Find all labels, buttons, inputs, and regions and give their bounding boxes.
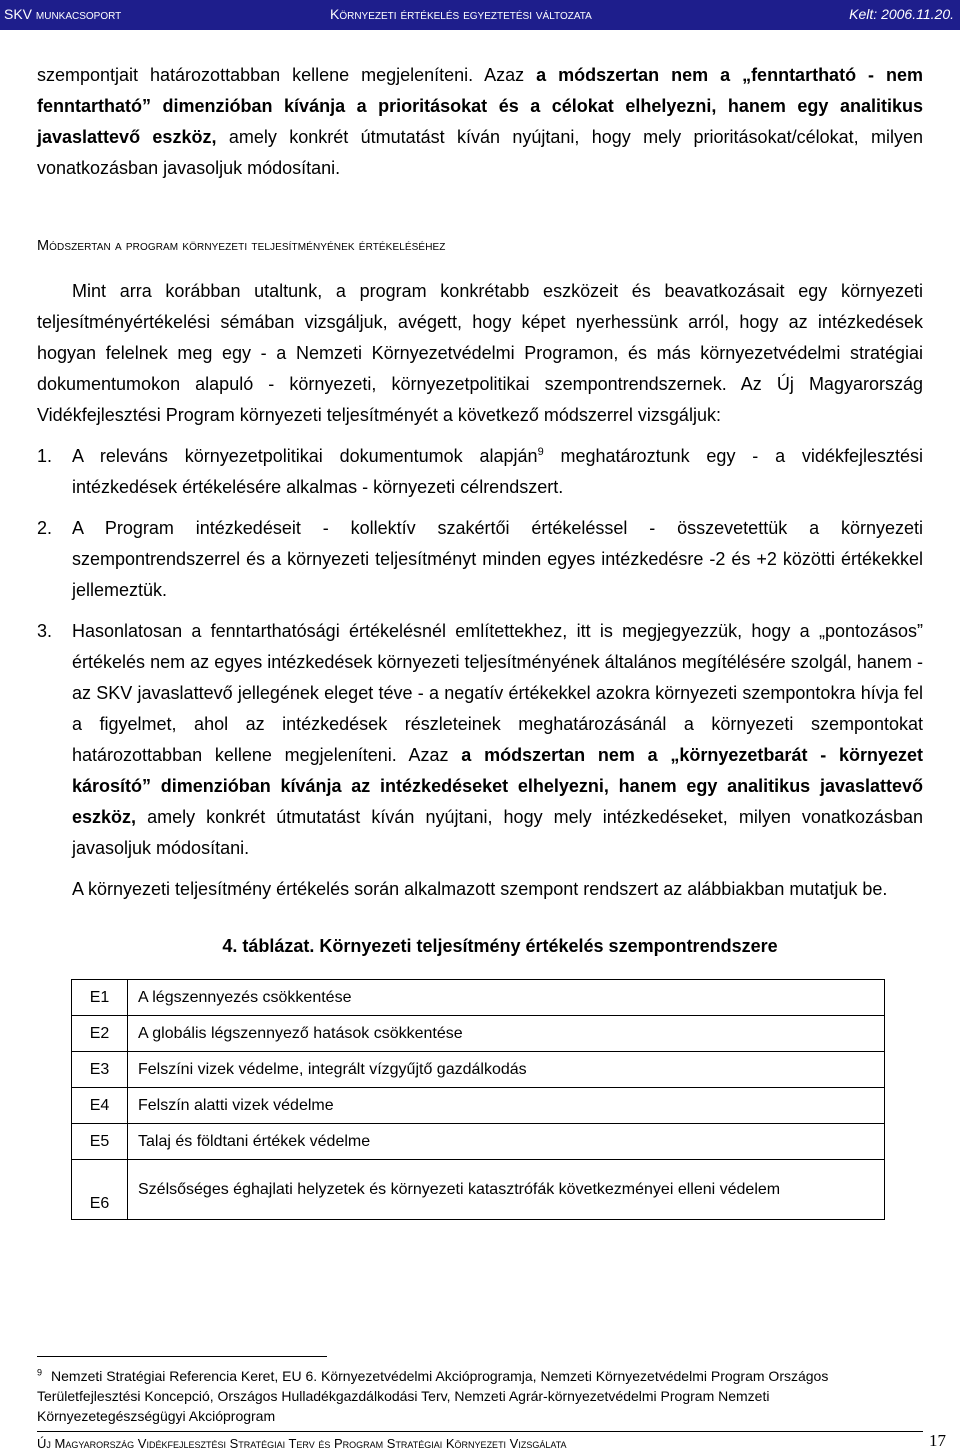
- footnote-mark: 9: [37, 1367, 43, 1378]
- header-date: Kelt: 2006.11.20.: [849, 6, 954, 22]
- list-item: [37, 513, 923, 606]
- list-text: Hasonlatosan a fenntarthatósági értékelésnél említettekhez, itt is megjegyezzük, hogy a „pontozásos” értékelés nem az egyes intézkedések környezeti teljesítményének általános megítélésére szolgál, hanem - az SKV javaslattevő jellegének eleget téve - a negatív értékekkel azokra környezeti szempontokra hívja fel a figyelmet, ahol az intézkedések részleteinek meghatározásánál a környezeti szempontokat határozottabban kellene megjeleníteni. Azaz: [72, 621, 923, 765]
- section-title: Módszertan a program környezeti teljesítményének értékeléséhez: [37, 238, 446, 254]
- row-code: E6: [72, 1160, 128, 1220]
- footnote-text: Nemzeti Stratégiai Referencia Keret, EU 6. Környezetvédelmi Akcióprogramja, Nemzeti Környezetvédelmi Program Országos Területfejlesztési Koncepció, Országos Hulladékgazdálkodási Terv, Nemzeti Agrár-környezetvédelmi Program Nemzeti Környezetegészségügyi Akcióprogram: [37, 1368, 829, 1424]
- row-code: E5: [72, 1124, 128, 1160]
- table-row: [72, 1124, 885, 1160]
- footnote-divider: [37, 1356, 327, 1357]
- header-left: SKV munkacsoport: [4, 6, 122, 22]
- row-description: Szélsőséges éghajlati helyzetek és környezeti katasztrófák következményei elleni védelem: [128, 1160, 885, 1220]
- table-row: [72, 980, 885, 1016]
- table-row: [72, 1016, 885, 1052]
- list-bold-text: a módszertan nem a „környezetbarát - környezet károsító” dimenzióban kívánja az intézkedéseket elhelyezni, hanem egy analitikus javaslattevő eszköz,: [72, 745, 923, 827]
- table-caption: 4. táblázat. Környezeti teljesítmény értékelés szempontrendszere: [222, 936, 778, 956]
- row-code: E3: [72, 1052, 128, 1088]
- row-description: Talaj és földtani értékek védelme: [128, 1124, 885, 1160]
- table-row: [72, 1088, 885, 1124]
- list-text: amely konkrét útmutatást kíván nyújtani, hogy mely intézkedéseket, milyen vonatkozásban javasoljuk módosítani.: [72, 807, 923, 858]
- row-description: Felszín alatti vizek védelme: [128, 1088, 885, 1124]
- criteria-table: [71, 979, 885, 1220]
- footnote-ref[interactable]: 9: [537, 446, 544, 458]
- list-text: A Program intézkedéseit - kollektív szakértői értékeléssel - összevetettük a környezeti szempontrendszerrel és a környezeti teljesítményt minden egyes intézkedésre -2 és +2 közötti értékekkel jellemeztük.: [72, 518, 923, 600]
- intro-paragraph: [37, 60, 923, 184]
- page-header: [0, 0, 960, 30]
- header-title: Környezeti értékelés egyeztetési változata: [330, 6, 592, 22]
- list-item: [37, 616, 923, 864]
- table-row: [72, 1160, 885, 1220]
- footnote: [37, 1366, 917, 1426]
- list-number: 2.: [37, 518, 53, 538]
- footer-divider: [37, 1431, 923, 1432]
- table-row: [72, 1052, 885, 1088]
- intro-bold: a módszertan nem a „fenntartható - nem fenntartható” dimenzióban kívánja a prioritásokat és a célokat elhelyezni, hanem egy analitikus javaslattevő eszköz,: [37, 65, 924, 147]
- table-intro-paragraph: A környezeti teljesítmény értékelés során alkalmazott szempont rendszert az alábbiakban mutatjuk be.: [72, 879, 888, 899]
- list-item: [37, 441, 923, 503]
- method-paragraph: Mint arra korábban utaltunk, a program konkrétabb eszközeit és beavatkozásait egy környezeti teljesítményértékelési sémában vizsgáljuk, avégett, hogy képet nyerhessünk arról, hogy az intézkedések hogyan felelnek meg egy - a Nemzeti Környezetvédelmi Programon, és más környezetvédelmi stratégiai dokumentumokon alapuló - környezeti, környezetpolitikai szempontrendszernek. Az Új Magyarország Vidékfejlesztési Program környezeti teljesítményét a következő módszerrel vizsgáljuk:: [37, 281, 923, 425]
- list-number: 1.: [37, 446, 53, 466]
- intro-text-2: amely konkrét útmutatást kíván nyújtani, hogy mely prioritásokat/célokat, milyen vonatkozásban javasoljuk módosítani.: [37, 127, 923, 178]
- method-steps: [37, 441, 923, 864]
- footer-title: Új Magyarország Vidékfejlesztési Stratégiai Terv és Program Stratégiai Környezeti Vizsgálata: [37, 1436, 567, 1451]
- row-description: A légszennyezés csökkentése: [128, 980, 885, 1016]
- row-description: Felszíni vizek védelme, integrált vízgyűjtő gazdálkodás: [128, 1052, 885, 1088]
- row-code: E1: [72, 980, 128, 1016]
- list-text: A releváns környezetpolitikai dokumentumok alapján: [72, 446, 538, 466]
- row-description: A globális légszennyező hatások csökkentése: [128, 1016, 885, 1052]
- row-code: E2: [72, 1016, 128, 1052]
- list-text: meghatároztunk egy - a vidékfejlesztési intézkedések értékelésére alkalmas - környezeti célrendszert.: [72, 446, 923, 497]
- page-body: [37, 60, 923, 1220]
- list-number: 3.: [37, 621, 53, 641]
- page-number: 17: [929, 1431, 946, 1450]
- row-code: E4: [72, 1088, 128, 1124]
- intro-text-1: szempontjait határozottabban kellene megjeleníteni. Azaz: [37, 65, 537, 85]
